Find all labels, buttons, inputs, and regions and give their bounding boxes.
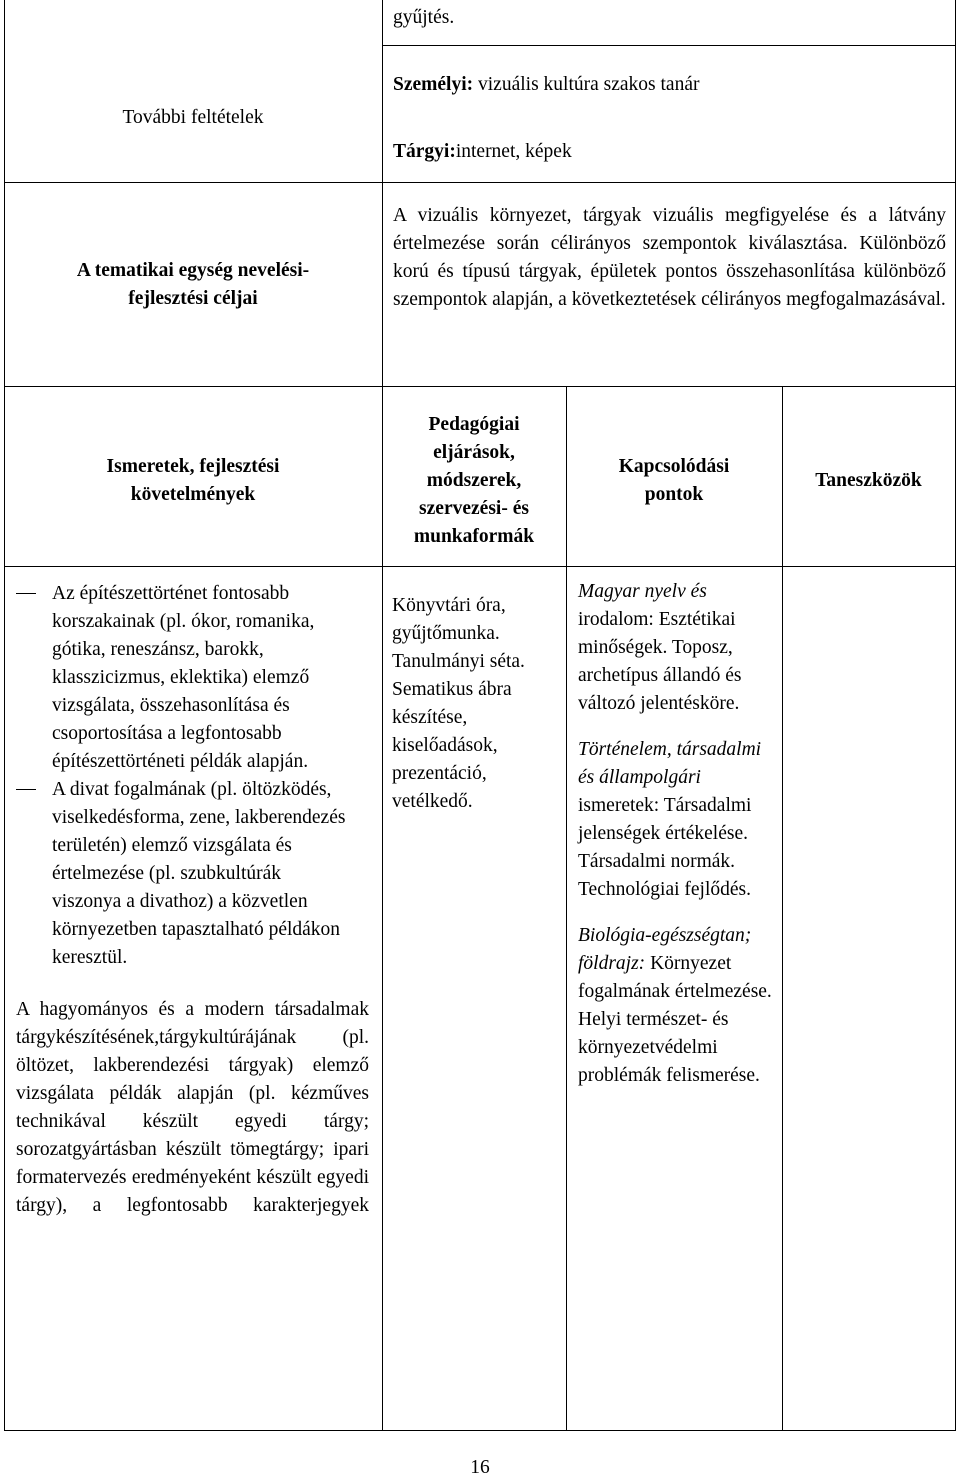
col-divider-2 — [566, 386, 567, 1431]
top-divider — [382, 0, 383, 386]
further-conditions-label: További feltételek — [122, 107, 264, 128]
connection-block: Magyar nyelv és irodalom: Esztétikai minőségek. Toposz, archetípus állandó és változó jelentésköre. — [578, 581, 742, 714]
personal-value: vizuális kultúra szakos tanár — [473, 74, 700, 95]
connection-block: Biológia-egészségtan; földrajz: Környezet fogalmának értelmezése. Helyi természet- és környezetvédelmi problémák felismerése. — [578, 925, 772, 1086]
material-conditions — [393, 138, 572, 166]
goals-text: A vizuális környezet, tárgyak vizuális megfigyelése és a látvány értelmezése során célirányos szempontok kiválasztása. Különböző korú és típusú tárgyak, épületek pontos összehasonlítása különböző szempontok alapján, a következtetések célirányos megfogalmazásával. — [393, 205, 946, 310]
material-value: internet, képek — [455, 141, 572, 162]
list-item: A divat fogalmának (pl. öltözködés, viselkedésforma, zene, lakberendezés területén) elemző vizsgálata és értelmezése (pl. szubkultúrák viszonya a divathoz) a közvetlen környezetben tapasztalható példákon keresztül. — [16, 776, 369, 972]
table-border-right — [955, 0, 956, 1431]
material-label: Tárgyi: — [393, 141, 456, 162]
connection-block: Történelem, társadalmi és állampolgári ismeretek: Társadalmi jelenségek értékelése. Társadalmi normák. Technológiai fejlődés. — [578, 739, 762, 900]
table-border-left — [4, 0, 5, 1431]
connections-content — [578, 578, 778, 1090]
row-line-bottom — [4, 1430, 956, 1431]
dash-bullet — [16, 593, 36, 594]
continuation-text: gyűjtés. — [393, 7, 455, 28]
goals-label: A tematikai egység nevelési- fejlesztési céljai — [76, 260, 310, 309]
personal-label: Személyi: — [393, 74, 474, 95]
row-line-2 — [4, 182, 956, 183]
col-divider-3 — [782, 386, 783, 1431]
header-knowledge: Ismeretek, fejlesztési követelmények — [106, 456, 280, 505]
dash-bullet — [16, 789, 36, 790]
page-number: 16 — [470, 1457, 490, 1478]
header-tools: Taneszközök — [815, 470, 922, 491]
row-line-1 — [382, 45, 956, 46]
knowledge-content — [16, 580, 369, 1220]
row-line-3 — [4, 386, 956, 387]
personal-conditions — [393, 71, 700, 99]
paragraph: A hagyományos és a modern társadalmak tárgykészítésének,tárgykultúrájának (pl. öltözet, lakberendezési tárgyak) elemző vizsgálata példák alapján (pl. kézműves technikával készült egyedi tárgy; sorozatgyártásban készült tömegtárgy; ipari formatervezés eredményeként készült egyedi tárgy), a legfontosabb karakterjegyek — [16, 999, 369, 1216]
methods-content: Könyvtári óra, gyűjtőmunka. Tanulmányi séta. Sematikus ábra készítése, kiselőadások, prezentáció, vetélkedő. — [392, 595, 525, 812]
list-item: Az építészettörténet fontosabb korszakainak (pl. ókor, romanika, gótika, reneszánsz, barokk, klasszicizmus, eklektika) elemző vizsgálata, összehasonlítása és csoportosítása a legfontosabb építészettörténeti példák alapján. — [16, 580, 369, 776]
header-connections: Kapcsolódási pontok — [618, 456, 730, 505]
row-line-4 — [4, 566, 956, 567]
header-methods: Pedagógiai eljárások, módszerek, szervezési- és munkaformák — [413, 414, 535, 547]
